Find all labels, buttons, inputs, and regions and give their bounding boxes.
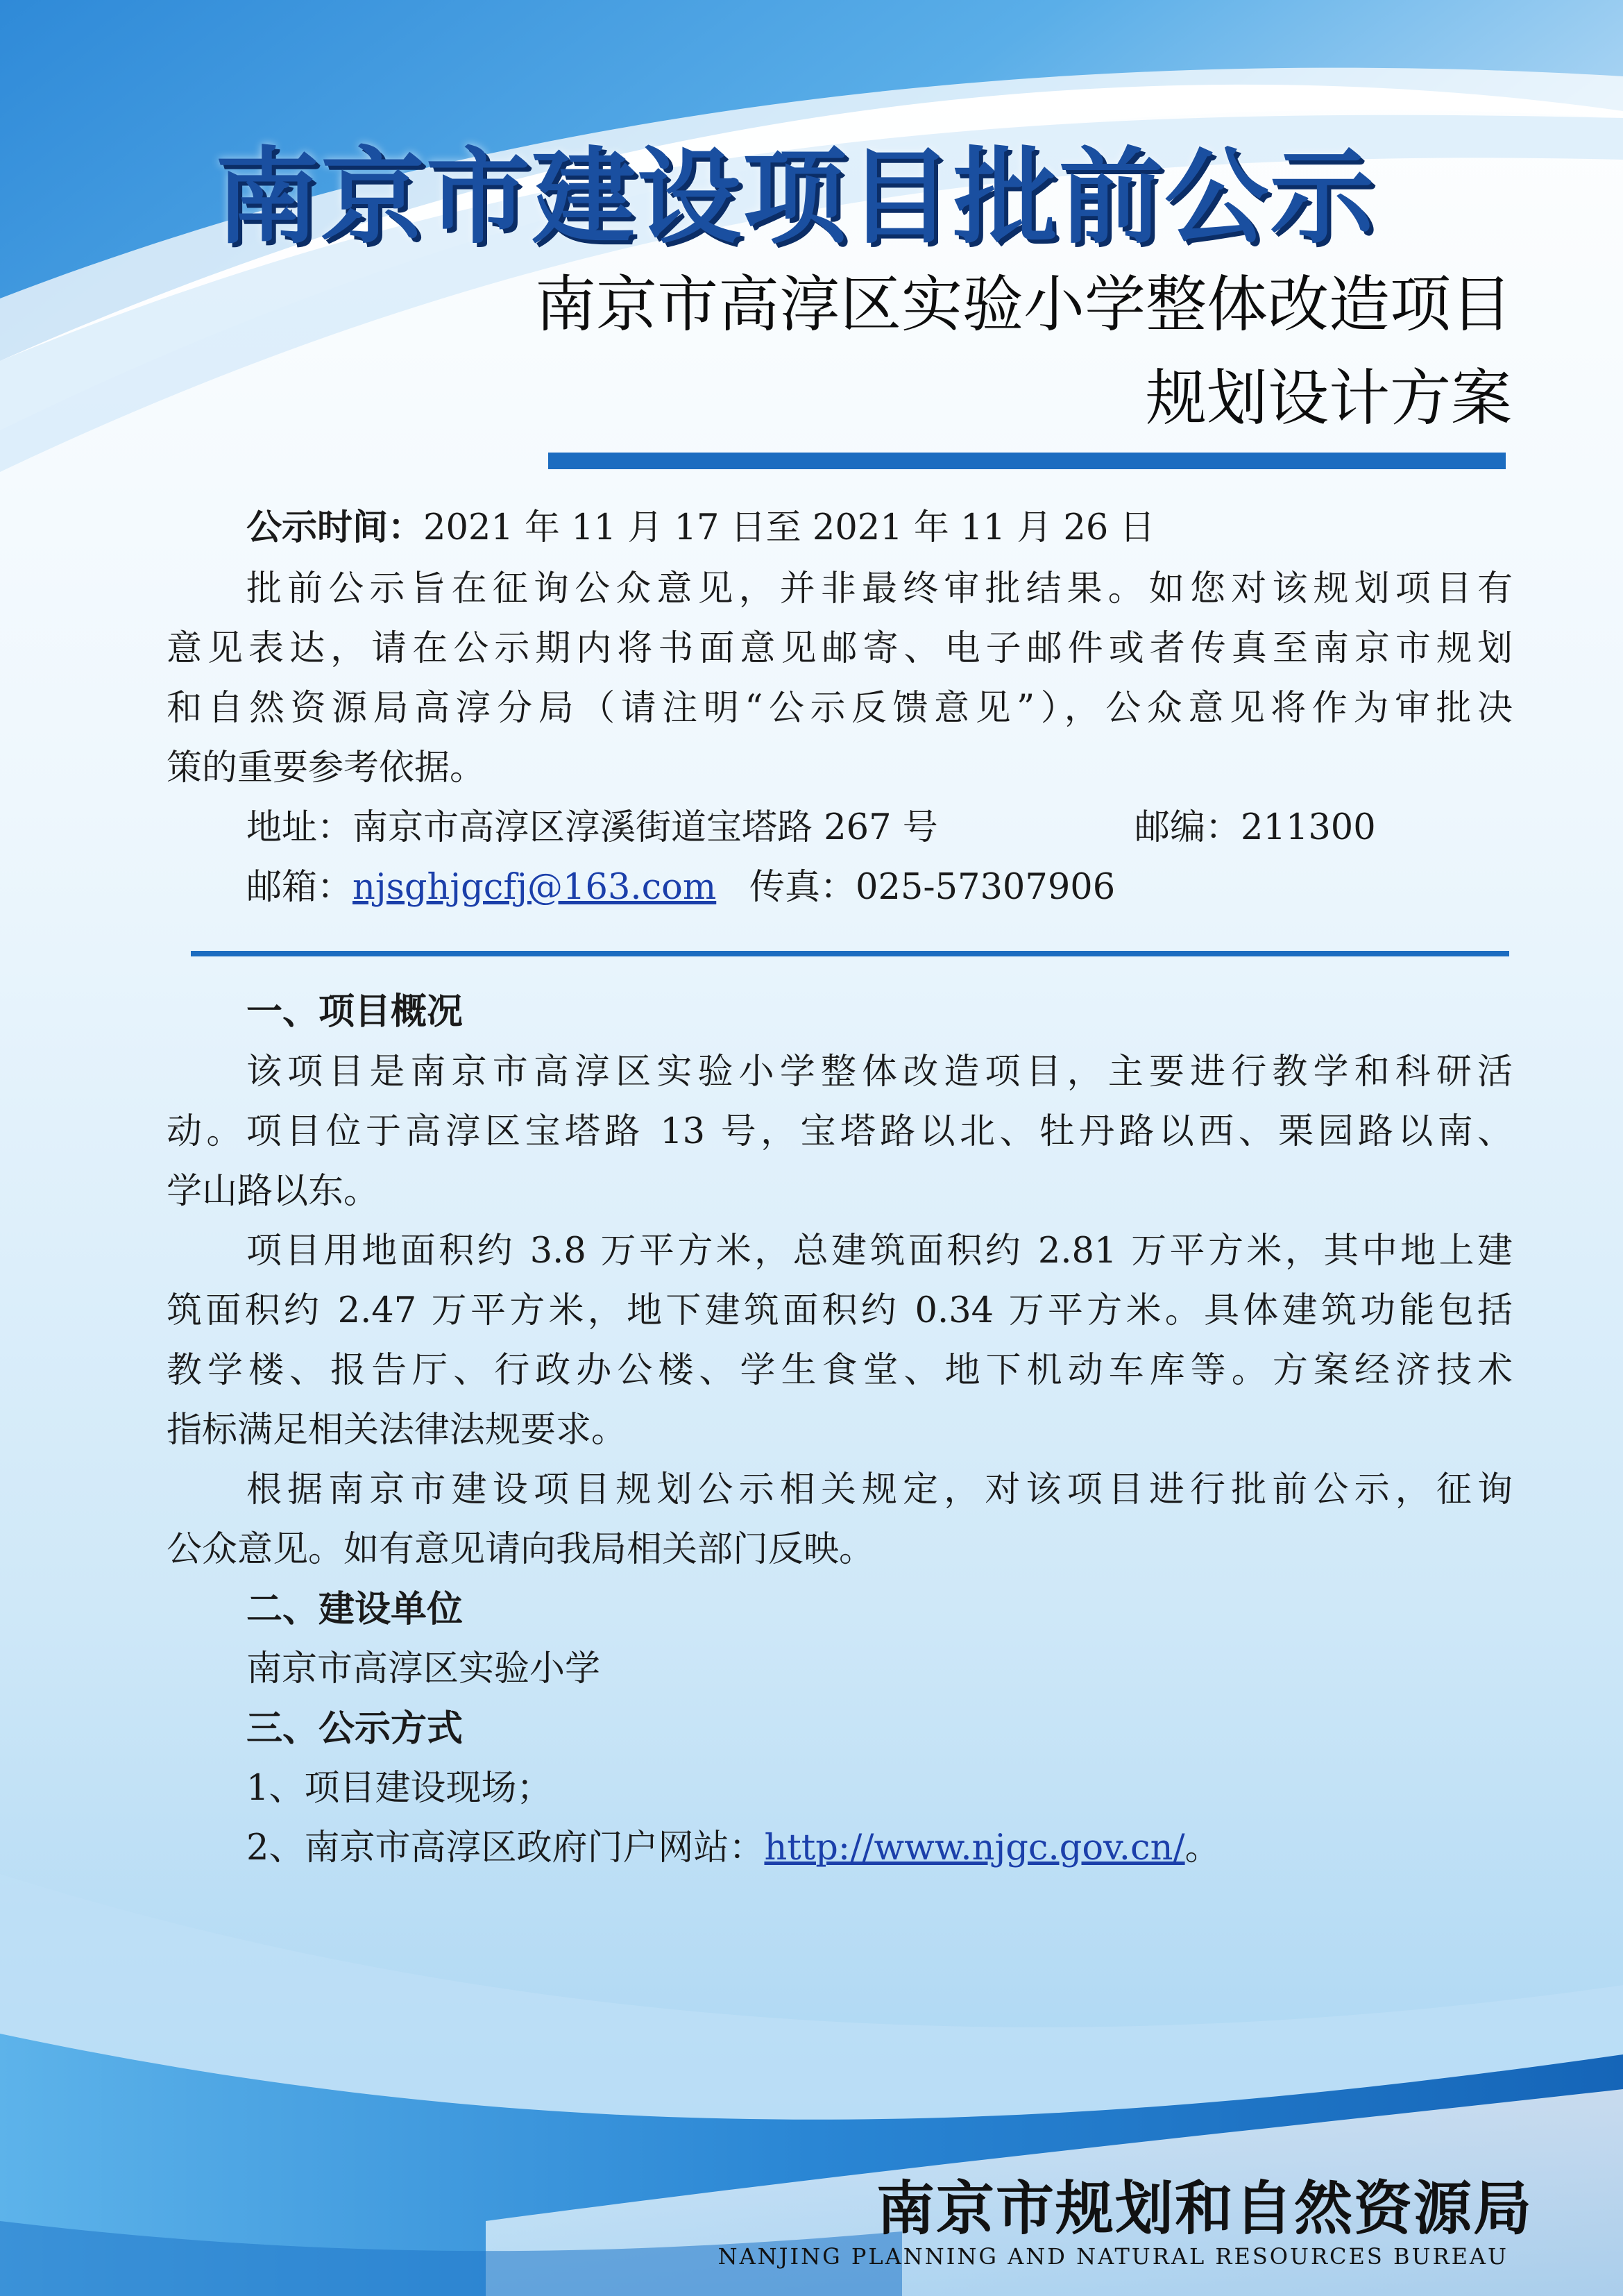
section3-item2: [167, 1825, 1513, 1871]
postcode-value: 211300: [1241, 807, 1376, 848]
item2-suffix: 。: [1184, 1827, 1221, 1868]
section-divider: [191, 951, 1509, 956]
fax: [749, 865, 1115, 911]
notice-intro-line4: 策的重要参考依据。: [167, 748, 486, 788]
section1-p1-line1: 该项目是南京市高淳区实验小学整体改造项目，主要进行教学和科研活: [246, 1052, 1513, 1092]
main-title: 南京市建设项目批前公示: [215, 137, 1376, 258]
contact-line: [167, 865, 1513, 911]
fax-label: 传真：: [749, 867, 856, 908]
project-title-line1: 南京市高淳区实验小学整体改造项目: [534, 269, 1512, 340]
item2-prefix: 2、南京市高淳区政府门户网站：: [246, 1827, 765, 1868]
section1-p2-line4: 指标满足相关法律法规要求。: [167, 1410, 627, 1451]
section1-p2-line3: 教学楼、报告厅、行政办公楼、学生食堂、地下机动车库等。方案经济技术: [167, 1350, 1513, 1391]
address-label: 地址：: [246, 807, 353, 848]
period-label: 公示时间：: [246, 507, 424, 548]
postcode-label: 邮编：: [1135, 807, 1241, 848]
section1-heading: 一、项目概况: [246, 991, 464, 1033]
notice-intro-line3: 和自然资源局高淳分局（请注明“公示反馈意见”），公众意见将作为审批决: [167, 688, 1513, 729]
section1-p1-line3: 学山路以东。: [167, 1171, 380, 1212]
section2-heading: 二、建设单位: [246, 1589, 464, 1630]
address-value: 南京市高淳区淳溪街道宝塔路 267 号: [352, 807, 938, 848]
postcode: [1135, 805, 1376, 851]
section3-item1: 1、项目建设现场；: [246, 1768, 552, 1809]
period-value: 2021 年 11 月 17 日至 2021 年 11 月 26 日: [423, 507, 1155, 548]
section1-p1-line2: 动。项目位于高淳区宝塔路 13 号，宝塔路以北、牡丹路以西、栗园路以南、: [167, 1111, 1513, 1152]
notice-intro-line1: 批前公示旨在征询公众意见，并非最终审批结果。如您对该规划项目有: [246, 568, 1513, 609]
footer-org-en: NANJING PLANNING AND NATURAL RESOURCES BUREAU: [717, 2243, 1509, 2270]
project-title-line2: 规划设计方案: [1145, 362, 1512, 434]
fax-value: 025-57307906: [856, 867, 1116, 908]
notice-intro-line2: 意见表达，请在公示期内将书面意见邮寄、电子邮件或者传真至南京市规划: [167, 628, 1513, 669]
notice-period: [167, 505, 1513, 551]
title-divider: [548, 453, 1506, 469]
address-line: [167, 805, 1513, 851]
section1-p2-line1: 项目用地面积约 3.8 万平方米，总建筑面积约 2.81 万平方米，其中地上建: [246, 1231, 1513, 1272]
section1-p2-line2: 筑面积约 2.47 万平方米，地下建筑面积约 0.34 万平方米。具体建筑功能包括: [167, 1290, 1513, 1331]
email-label: 邮箱：: [246, 867, 353, 908]
section1-p3-line2: 公众意见。如有意见请向我局相关部门反映。: [167, 1529, 875, 1570]
email-link[interactable]: njsghjgcfj@163.com: [352, 867, 717, 908]
website-link[interactable]: http://www.njgc.gov.cn/: [764, 1827, 1185, 1868]
footer-org-cn: 南京市规划和自然资源局: [876, 2175, 1533, 2243]
section2-unit: 南京市高淳区实验小学: [246, 1648, 601, 1689]
section3-heading: 三、公示方式: [246, 1708, 464, 1750]
section1-p3-line1: 根据南京市建设项目规划公示相关规定，对该项目进行批前公示，征询: [246, 1469, 1513, 1510]
